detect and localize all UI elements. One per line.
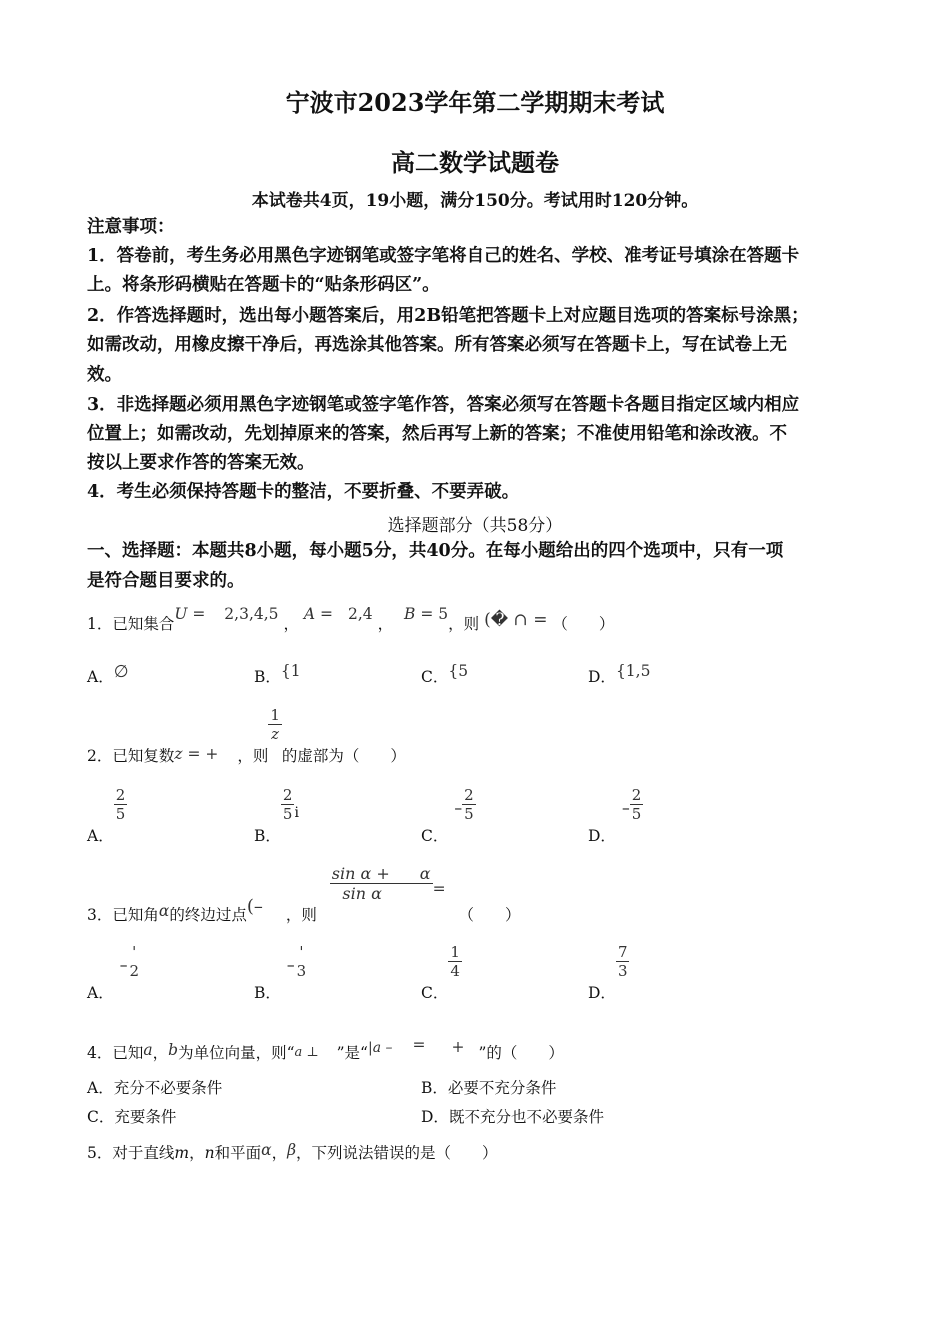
fraction-denominator: 3	[617, 962, 628, 980]
q4-option-b	[421, 1076, 556, 1098]
q1-set-b-label: B =	[404, 605, 434, 623]
q5-prefix: 5．对于直线	[87, 1144, 175, 1162]
q4-middle-2: ”是“	[336, 1044, 368, 1062]
q3-option-d	[588, 943, 629, 1002]
q5-separator: ，	[271, 1144, 288, 1162]
note-line: 按以上要求作答的答案无效。	[87, 453, 315, 473]
q1-set-a-value: 2,4	[347, 605, 373, 623]
q3-option-b	[254, 943, 308, 1002]
q4-vector-a: a	[143, 1041, 153, 1059]
q1-prefix: 1．已知集合	[87, 615, 175, 633]
q1-then: ，则	[448, 615, 480, 633]
q4-vector-b: b	[168, 1041, 179, 1059]
q2-prefix: 2．已知复数	[87, 746, 175, 765]
exam-title: 宁波市2023学年第二学期期末考试	[285, 88, 665, 117]
option-label: C．	[421, 983, 449, 1002]
option-fraction	[127, 943, 141, 980]
q4-option-a	[87, 1076, 222, 1098]
option-value: ∅	[113, 662, 129, 682]
note-line: 4．考生必须保持答题卡的整洁，不要折叠、不要弄破。	[87, 482, 520, 502]
fraction-numerator: 2	[464, 786, 474, 804]
q4-option-c	[87, 1105, 176, 1127]
option-fraction	[616, 943, 630, 980]
q1-option-c	[421, 662, 469, 687]
note-line: 效。	[87, 365, 122, 385]
q2-suffix: 的虚部为（ ）	[281, 746, 406, 765]
option-label: B．	[421, 1079, 448, 1097]
q2-option-a	[87, 786, 127, 845]
option-value: {1	[280, 662, 301, 680]
note-line: 1．答卷前，考生务必用黑色字迹钢笔或签字笔将自己的姓名、学校、准考证号填涂在答题卡	[87, 246, 800, 266]
question-5	[87, 1141, 498, 1163]
fraction-numerator: 7	[617, 943, 628, 961]
q5-plane-beta: β	[287, 1141, 297, 1159]
fraction-numerator: '	[299, 943, 304, 961]
fraction-denominator: 2	[129, 962, 139, 980]
q1-separator: ，	[377, 615, 394, 633]
option-value: 充分不必要条件	[113, 1079, 223, 1097]
option-value: 充要条件	[114, 1108, 177, 1126]
fraction-denominator: 4	[450, 962, 460, 980]
option-fraction	[114, 786, 128, 823]
q3-middle: 的终边过点	[169, 905, 247, 924]
option-label: D．	[421, 1108, 449, 1126]
q2-option-c	[421, 786, 476, 845]
q4-prefix: 4．已知	[87, 1044, 144, 1062]
q4-condition-2a: |a –	[367, 1040, 393, 1056]
fraction-numerator: 1	[270, 706, 280, 724]
q1-option-a	[87, 662, 129, 687]
q1-set-a-label: A =	[303, 605, 334, 623]
q1-set-u-value: 2,3,4,5	[224, 605, 279, 623]
fraction-denominator: 5	[115, 805, 126, 823]
option-value: 必要不充分条件	[447, 1079, 557, 1097]
fraction-denominator: 3	[296, 962, 307, 980]
q2-then: ，则	[237, 746, 269, 765]
q2-complex-number: z = +	[174, 744, 219, 763]
q5-line-m: m	[174, 1144, 190, 1162]
fraction-numerator: 2	[631, 786, 642, 804]
minus-sign: –	[119, 955, 128, 974]
q4-condition-1: a ⊥	[294, 1045, 319, 1060]
option-label: D．	[588, 668, 616, 686]
option-value: 既不充分也不必要条件	[448, 1108, 604, 1126]
fraction-denominator: 5	[631, 805, 642, 823]
fraction-numerator-alpha: α	[419, 864, 431, 883]
option-label: B．	[254, 826, 281, 845]
note-line: 3．非选择题必须用黑色字迹钢笔或签字笔作答，答案必须写在答题卡各题目指定区域内相应	[87, 395, 800, 415]
option-fraction	[295, 943, 309, 980]
minus-sign: –	[454, 798, 463, 817]
notes-heading: 注意事项：	[87, 217, 175, 237]
fraction-numerator: sin α +	[331, 864, 390, 883]
q4-condition-2c: +	[451, 1038, 465, 1056]
question-4	[87, 1036, 564, 1063]
q4-condition-2b: =	[412, 1036, 426, 1054]
note-line: 上。将条形码横贴在答题卡的“贴条形码区”。	[87, 275, 440, 295]
q1-set-u-label: U =	[174, 605, 206, 623]
q4-suffix: ”的（ ）	[478, 1044, 564, 1062]
q3-alpha: α	[158, 901, 170, 920]
q4-option-d	[421, 1105, 604, 1127]
q3-then: ，则	[285, 905, 317, 924]
option-label: C．	[87, 1108, 115, 1126]
question-1	[87, 605, 615, 634]
option-label: C．	[421, 826, 449, 845]
section-instruction: 是符合题目要求的。	[87, 571, 245, 591]
note-line: 如需改动，用橡皮擦干净后，再选涂其他答案。所有答案必须写在答题卡上，写在试卷上无	[87, 335, 787, 355]
option-value: {5	[448, 662, 469, 680]
fraction-denominator: z	[268, 724, 282, 743]
exam-info: 本试卷共4页，19小题，满分150分。考试用时120分钟。	[251, 191, 699, 211]
option-label: C．	[421, 668, 449, 686]
equals-sign: =	[432, 879, 446, 898]
answer-paren: （ ）	[458, 905, 521, 924]
option-label: B．	[254, 983, 281, 1002]
q4-comma: ，	[152, 1044, 169, 1062]
q3-option-c	[421, 943, 462, 1002]
exam-subtitle: 高二数学试题卷	[391, 148, 559, 177]
q2-fraction	[268, 706, 282, 743]
imaginary-unit: i	[294, 804, 299, 821]
fraction-numerator: '	[132, 943, 137, 961]
q1-option-b	[254, 662, 301, 687]
fraction-denominator: 5	[464, 805, 474, 823]
q5-middle: 和平面	[214, 1144, 262, 1162]
q3-point: (–	[246, 895, 263, 917]
option-label: A．	[87, 983, 114, 1002]
option-fraction	[462, 786, 476, 823]
q4-middle: 为单位向量，则“	[178, 1044, 295, 1062]
minus-sign: –	[621, 798, 630, 817]
option-label: D．	[588, 983, 616, 1002]
minus-sign: –	[286, 955, 295, 974]
option-fraction	[630, 786, 644, 823]
option-fraction	[281, 786, 295, 823]
q3-option-a	[87, 943, 141, 1002]
note-line: 2．作答选择题时，选出每小题答案后，用2B铅笔把答题卡上对应题目选项的答案标号涂黑；	[87, 306, 809, 326]
q5-line-n: n	[204, 1144, 215, 1162]
q2-option-b	[254, 786, 299, 845]
option-label: D．	[588, 826, 616, 845]
section-title: 选择题部分（共58分）	[387, 516, 563, 536]
fraction-denominator: 5	[282, 805, 293, 823]
question-2	[87, 706, 406, 765]
option-label: A．	[87, 1079, 114, 1097]
fraction-denominator: sin α	[330, 883, 433, 903]
option-label: B．	[254, 668, 281, 686]
option-label: A．	[87, 668, 114, 686]
q5-plane-alpha: α	[261, 1141, 272, 1159]
q1-separator: ，	[283, 615, 299, 633]
q1-expression: (� ∩ =	[484, 610, 548, 630]
q5-separator: ，	[189, 1144, 205, 1162]
note-line: 位置上；如需改动，先划掉原来的答案，然后再写上新的答案；不准使用铅笔和涂改液。不	[87, 424, 787, 444]
answer-paren: （ ）	[552, 615, 615, 633]
option-fraction	[448, 943, 462, 980]
fraction-numerator: 1	[450, 943, 460, 961]
fraction-numerator: 2	[115, 786, 126, 804]
q1-set-b-value: 5	[438, 605, 449, 623]
q3-prefix: 3．已知角	[87, 905, 159, 924]
question-3	[87, 864, 521, 924]
q2-option-d	[588, 786, 643, 845]
q3-fraction	[330, 864, 433, 903]
fraction-numerator: 2	[282, 786, 293, 804]
section-instruction: 一、选择题：本题共8小题，每小题5分，共40分。在每小题给出的四个选项中，只有一项	[87, 541, 784, 561]
option-value: {1,5	[615, 662, 651, 680]
q1-option-d	[588, 662, 651, 687]
option-label: A．	[87, 826, 114, 845]
q5-suffix: ，下列说法错误的是（ ）	[296, 1144, 498, 1162]
